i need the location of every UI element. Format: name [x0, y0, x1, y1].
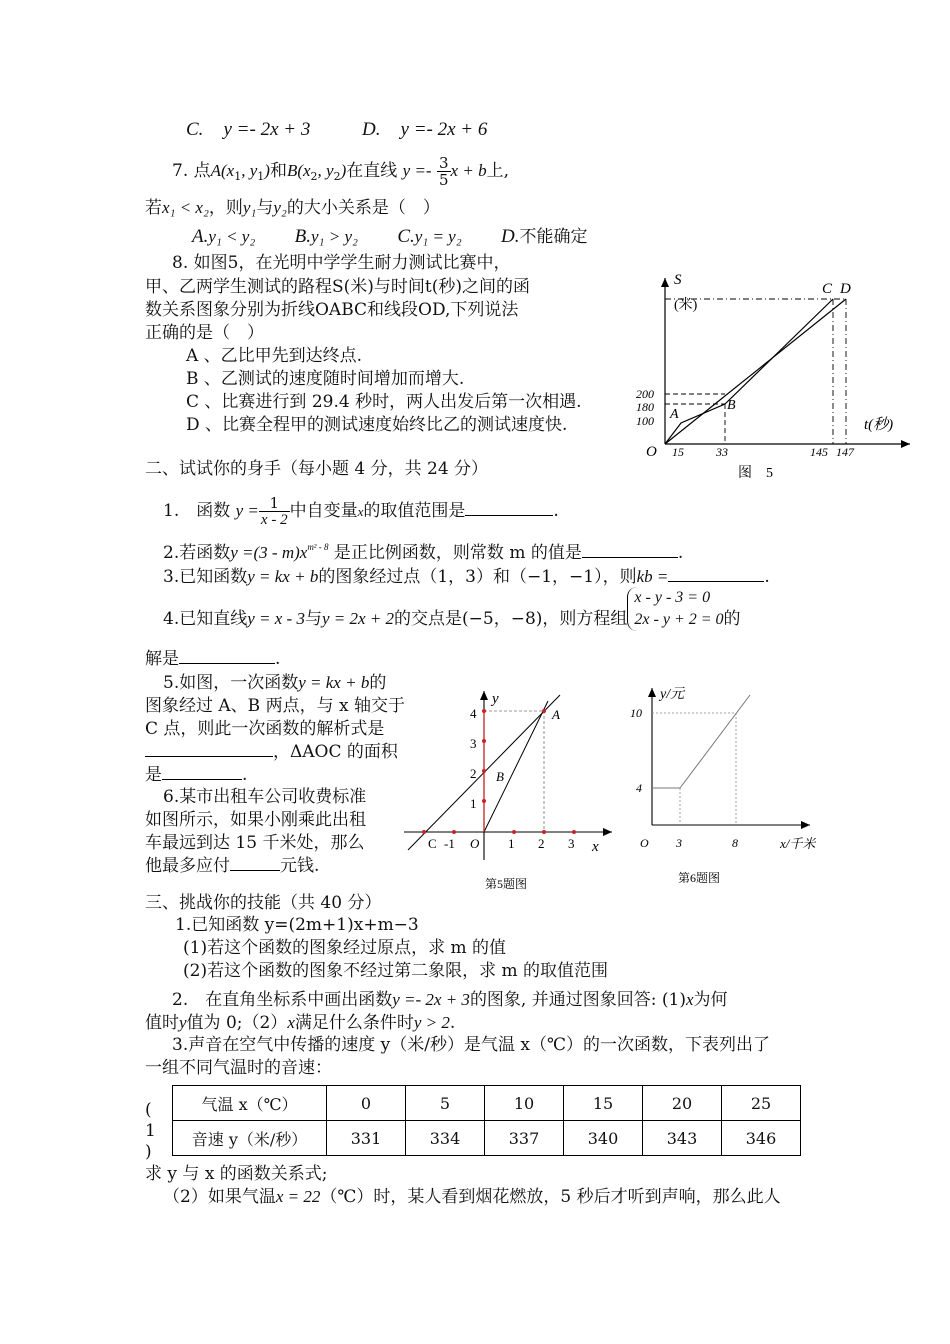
- table-header-speed: 音速 y（米/秒）: [173, 1121, 327, 1156]
- s3-q3-line2: 一组不同气温时的音速：: [145, 1058, 332, 1078]
- fig5-point-a: A: [670, 407, 679, 422]
- figure-q6: [630, 680, 835, 890]
- s3-q1-a: (1)若这个函数的图象经过原点，求 m 的值: [183, 938, 507, 958]
- q8-line2: 甲、乙两学生测试的路程S(米)与时间t(秒)之间的函: [145, 277, 531, 297]
- fq6-caption: 第6题图: [678, 871, 721, 885]
- s2-q5-line5: 是 .: [145, 765, 248, 785]
- fq6-tick-10: 10: [630, 706, 642, 720]
- fq6-x-label: x/千米: [780, 836, 816, 851]
- fig5-caption: 图 5: [738, 466, 773, 481]
- fig5-tick-15: 15: [672, 445, 684, 459]
- fig5-tick-100: 100: [636, 414, 654, 428]
- fig5-tick-180: 180: [636, 400, 654, 414]
- table-cell: 337: [485, 1121, 564, 1156]
- fq5-line-oa: [484, 701, 548, 832]
- table-cell: 331: [327, 1121, 406, 1156]
- table-cell: 10: [485, 1086, 564, 1121]
- q7-fraction: $\frac{3}{5}$: [439, 154, 449, 189]
- s2-q5-line4: ，ΔAOC 的面积: [145, 741, 398, 763]
- s2-q1-blank[interactable]: [465, 501, 553, 516]
- s2-q6-line3: 车最远到达 15 千米处，那么: [145, 833, 365, 853]
- table-cell: 25: [722, 1086, 801, 1121]
- fq6-fare-line: [652, 695, 750, 788]
- fq5-tick-4: 4: [470, 706, 477, 721]
- fq5-tick-y2: 2: [470, 766, 477, 781]
- fig5-line-od: [665, 299, 846, 444]
- fig5-origin: O: [646, 444, 657, 460]
- fq6-tick-4: 4: [636, 781, 642, 795]
- fig5-tick-200: 200: [636, 387, 654, 401]
- s3-q2-line2: 值时y值为 0;（2）x满足什么条件时y > 2.: [145, 1013, 456, 1033]
- s2-q5-blank1[interactable]: [145, 742, 273, 757]
- s3-q1-b: (2)若这个函数的图象不经过第二象限，求 m 的取值范围: [183, 961, 609, 981]
- fq5-point-b: B: [496, 769, 504, 784]
- sound-speed-table: [172, 1085, 801, 1156]
- fig5-x-label: t(秒): [864, 417, 894, 433]
- q7-line1: 7. 点$A(x_1$, $y_1$)和$B(x_2$, $y_2$)在直线 y =- $\frac{3}{5}$ x + b上,: [172, 154, 509, 189]
- q8-option-a: A 、乙比甲先到达终点.: [186, 346, 363, 366]
- s2-q6-blank[interactable]: [230, 856, 280, 871]
- fig5-y-label: S: [674, 272, 682, 288]
- s2-q5-line3: C 点，则此一次函数的解析式是: [145, 719, 385, 739]
- q7-line2: 若x₁ < x₂，则y₁与y₂的大小关系是（ ）: [145, 198, 440, 218]
- fq5-point-c: C: [428, 836, 437, 851]
- q8-option-c: C 、比赛进行到 29.4 秒时，两人出发后第一次相遇.: [186, 392, 582, 412]
- s2-q3: 3.已知函数y = kx + b的图象经过点（1，3）和（−1，−1），则kb = .: [163, 567, 770, 587]
- fq5-origin: O: [470, 836, 480, 851]
- s2-q2: 2.若函数$y =(3 - m)x^{m^2 - 8}$ 是正比例函数，则常数 m 的值是 .: [163, 542, 684, 563]
- s2-q3-blank[interactable]: [668, 567, 764, 582]
- q8-line1: 8. 如图5，在光明中学学生耐力测试比赛中，: [172, 253, 511, 273]
- q8-option-d: D 、比赛全程甲的测试速度始终比乙的测试速度快.: [186, 415, 568, 435]
- fq5-tick-y3: 3: [470, 736, 477, 751]
- s2-q6-line4: 他最多应付 元钱.: [145, 856, 320, 876]
- table-cell: 340: [564, 1121, 643, 1156]
- s2-q6-line1: 6.某市出租车公司收费标准: [163, 787, 367, 807]
- q8-option-b: B 、乙测试的速度随时间增加而增大.: [186, 369, 465, 389]
- s2-q1-fraction: $\frac{1}{x - 2}$: [260, 494, 288, 528]
- table-cell: 15: [564, 1086, 643, 1121]
- fig5-tick-33: 33: [716, 445, 728, 459]
- s3-q2-line1: 2. 在直角坐标系中画出函数y =- 2x + 3的图象, 并通过图象回答: (1)x为何: [172, 990, 728, 1010]
- s3-q3-a: 求 y 与 x 的函数关系式;: [145, 1164, 328, 1184]
- s2-q4-line2: 解是 .: [145, 649, 281, 669]
- fq6-tick-8: 8: [732, 836, 738, 850]
- s2-q6-line2: 如图所示，如果小刚乘此出租: [145, 810, 366, 830]
- fq5-point-a: A: [552, 707, 560, 722]
- fq5-y-label: y: [492, 691, 499, 707]
- fig5-y-unit: (米): [674, 298, 698, 313]
- s2-q5-line1: 5.如图，一次函数y = kx + b的: [163, 673, 387, 693]
- s2-q1: 1. 函数 y = $\frac{1}{x - 2}$ 中自变量x的取值范围是 .: [163, 494, 559, 528]
- fq6-y-label: y/元: [660, 687, 685, 702]
- section2-title: 二、试试你的身手（每小题 4 分，共 24 分）: [145, 459, 489, 479]
- table-cell: 0: [327, 1086, 406, 1121]
- fq5-tick-3: 3: [568, 836, 575, 851]
- table-cell: 346: [722, 1121, 801, 1156]
- fig5-line-oabc: [665, 299, 833, 444]
- s3-q1: 1.已知函数 y=(2m+1)x+m−3: [175, 915, 419, 935]
- fq5-x-label: x: [592, 839, 599, 855]
- fig5-point-c: C: [822, 281, 833, 297]
- table-cell: 5: [406, 1086, 485, 1121]
- s3-q3-b: （2）如果气温x = 22（℃）时，某人看到烟花燃放，5 秒后才听到声响，那么此人: [163, 1187, 781, 1207]
- q8-line4: 正确的是（ ）: [145, 323, 264, 343]
- fq5-tick-y1: 1: [470, 796, 477, 811]
- fig5-tick-145: 145: [810, 445, 828, 459]
- fig5-point-b: B: [727, 398, 736, 413]
- s2-q4-blank[interactable]: [179, 649, 275, 664]
- option-d-prev: D. y =- 2x + 6: [362, 119, 488, 140]
- fq5-tick-2: 2: [538, 836, 545, 851]
- table-cell: 20: [643, 1086, 722, 1121]
- s2-q5-line2: 图象经过 A、B 两点，与 x 轴交于: [145, 696, 405, 716]
- table-row: [173, 1121, 801, 1156]
- figure-q5: [400, 685, 620, 895]
- table-header-temp: 气温 x（℃）: [173, 1086, 327, 1121]
- table-row: [173, 1086, 801, 1121]
- fq6-origin: O: [640, 836, 649, 850]
- section3-title: 三、挑战你的技能（共 40 分）: [145, 893, 382, 913]
- figure-5: [630, 272, 920, 482]
- fq5-tick-1: 1: [508, 836, 515, 851]
- table-cell: 343: [643, 1121, 722, 1156]
- s3-q3-line1: 3.声音在空气中传播的速度 y（米/秒）是气温 x（℃）的一次函数，下表列出了: [172, 1035, 770, 1055]
- fig5-point-d: D: [840, 281, 851, 297]
- s2-q4: 4.已知直线y = x - 3与y = 2x + 2的交点是(−5，−8)，则方程组 x - y - 3 = 0 2x - y + 2 = 0 的: [163, 588, 741, 629]
- fq6-tick-3: 3: [676, 836, 682, 850]
- s2-q5-blank2[interactable]: [162, 765, 242, 780]
- fq5-caption: 第5题图: [485, 877, 528, 891]
- option-c-prev: C. y =- 2x + 3: [186, 119, 311, 140]
- s3-side-label: ( 1 ): [145, 1100, 156, 1162]
- fq5-tick-neg1: -1: [444, 836, 455, 851]
- fig5-tick-147: 147: [836, 445, 854, 459]
- q8-line3: 数关系图象分别为折线OABC和线段OD,下列说法: [145, 300, 519, 320]
- table-cell: 334: [406, 1121, 485, 1156]
- s2-q2-blank[interactable]: [582, 543, 678, 558]
- q7-options: A.y₁ < y₂ B.y₁ > y₂ C.y₁ = y₂ D.不能确定: [192, 226, 588, 247]
